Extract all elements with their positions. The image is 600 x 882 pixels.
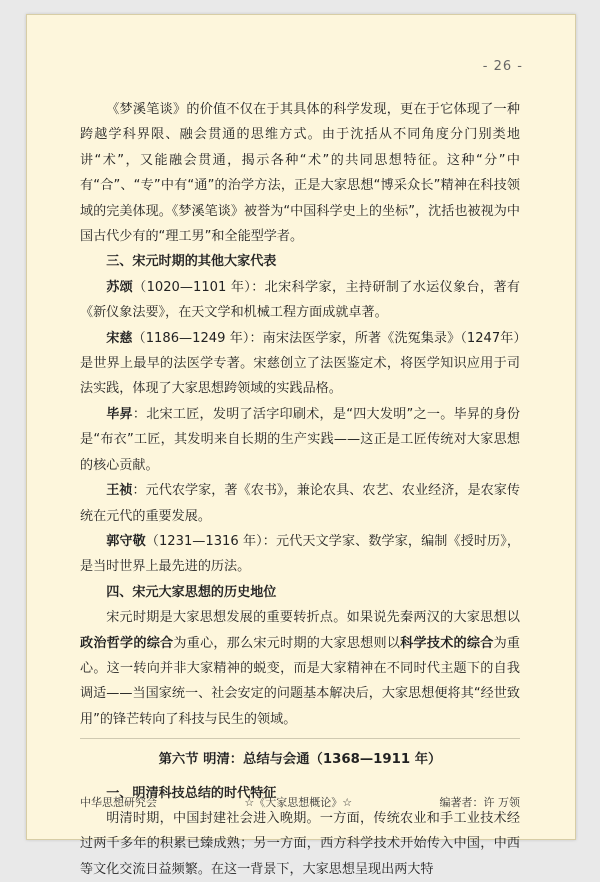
section6-subheading: 一、明清科技总结的时代特征	[106, 785, 277, 801]
section-heading-4: 四、宋元大家思想的历史地位	[106, 584, 277, 600]
person-desc: （1020—1101 年）：北宋科学家，主持研制了水运仪象台，著有《新仪象法要》，在天文学和机械工程方面成就卓著。	[80, 279, 520, 321]
section-heading-3: 三、宋元时期的其他大家代表	[106, 254, 277, 270]
section-divider	[80, 738, 520, 739]
chapter-section-title: 第六节 明清：总结与会通（1368—1911 年）	[158, 752, 442, 768]
page-footer	[80, 794, 520, 810]
emphasis-text: 政治哲学的综合	[80, 635, 174, 651]
person-desc: ：北宋工匠，发明了活字印刷术，是“四大发明”之一。毕昇的身份是“布衣”工匠，其发明来自长期的生产实践——这正是工匠传统对大家思想的核心贡献。	[80, 406, 520, 473]
section4-paragraph: 宋元时期是大家思想发展的重要转折点。如果说先秦两汉的大家思想以政治哲学的综合为重心，那么宋元时期的大家思想则以科学技术的综合为重心。这一转向并非大家精神的蜕变，而是大家精神在不同时代主题下的自我调适——当国家统一、社会安定的问题基本解决后，大家思想便将其“经世致用”的锋芒转向了科技与民生的领域。	[80, 610, 521, 727]
footer-left: 中华思想研究会	[80, 796, 157, 809]
person-desc: ：元代农学家，著《农书》，兼论农具、农艺、农业经济，是农家传统在元代的重要发展。	[80, 483, 521, 524]
person-entry	[80, 402, 520, 478]
person-name: 毕昇	[106, 406, 133, 422]
person-desc: （1186—1249 年）：南宋法医学家，所著《洗冤集录》（1247年）是世界上最早的法医学专著。宋慈创立了法医鉴定术，将医学知识应用于司法实践，体现了大家思想跨领域的实践品格。	[80, 330, 521, 397]
person-entry	[80, 478, 520, 529]
person-entry	[80, 326, 520, 402]
section6-paragraph: 明清时期，中国封建社会进入晚期。一方面，传统农业和手工业技术经过两千多年的积累已臻成熟；另一方面，西方科学技术开始传入中国，中西等文化交流日益频繁。在这一背景下，大家思想呈现出两大特	[80, 810, 520, 877]
page-number: - 26 -	[482, 59, 523, 74]
person-name: 郭守敬	[106, 533, 146, 549]
person-name: 苏颂	[106, 279, 134, 295]
footer-right: 编著者：许 万领	[439, 796, 520, 809]
emphasis-text: 科学技术的综合	[400, 635, 494, 651]
person-entry	[80, 529, 520, 580]
page-content	[80, 97, 520, 882]
person-name: 王祯	[106, 483, 133, 499]
footer-center: ☆《大家思想概论》☆	[244, 796, 353, 809]
intro-paragraph: 《梦溪笔谈》的价值不仅在于其具体的科学发现，更在于它体现了一种跨越学科界限、融会贯通的思维方式。由于沈括从不同角度分门别类地讲“术”，又能融会贯通，揭示各种“术”的共同思想特征。这种“分”中有“合”、“专”中有“通”的治学方法，正是大家思想“博采众长”精神在科技领域的完美体现。《梦溪笔谈》被誉为“中国科学史上的坐标”，沈括也被视为中国古代少有的“理工男”和全能型学者。	[80, 102, 520, 245]
person-entry	[80, 275, 520, 326]
person-name: 宋慈	[106, 330, 133, 346]
person-desc: （1231—1316 年）：元代天文学家、数学家，编制《授时历》，是当时世界上最先进的历法。	[80, 533, 520, 575]
